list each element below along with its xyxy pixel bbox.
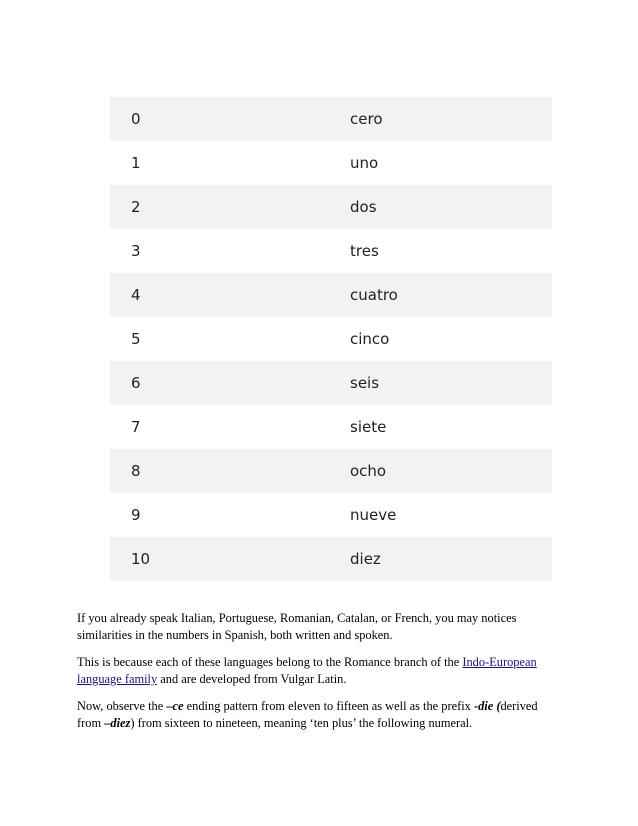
spanish-numbers-table: [110, 97, 552, 581]
word-cell: tres: [350, 242, 379, 260]
table-row: [110, 229, 552, 273]
paragraph-romance-languages: If you already speak Italian, Portuguese, Romanian, Catalan, or French, you may notices similarities in the numbers in Spanish, both written and spoken.: [77, 611, 517, 642]
word-cell: cinco: [350, 330, 390, 348]
table-row: [110, 449, 552, 493]
table-row: [110, 273, 552, 317]
table-row: [110, 185, 552, 229]
word-cell: siete: [350, 418, 387, 436]
digit-cell: 10: [131, 550, 151, 568]
table-row: [110, 493, 552, 537]
digit-cell: 9: [131, 506, 141, 524]
word-cell: seis: [350, 374, 380, 392]
digit-cell: 0: [131, 110, 141, 128]
table-row: [110, 317, 552, 361]
digit-cell: 6: [131, 374, 141, 392]
digit-cell: 5: [131, 330, 141, 348]
digit-cell: 3: [131, 242, 141, 260]
table-row: [110, 141, 552, 185]
table-row: [110, 405, 552, 449]
paragraph-text: ) from sixteen to nineteen, meaning ‘ten plus’ the following numeral.: [130, 716, 473, 730]
word-cell: dos: [350, 198, 377, 216]
indo-european-link[interactable]: Indo-European language family: [77, 655, 537, 686]
paragraph-ending-pattern: [77, 698, 557, 732]
digit-cell: 4: [131, 286, 141, 304]
word-cell: nueve: [350, 506, 397, 524]
word-cell: cero: [350, 110, 383, 128]
paragraph-text: derived from: [77, 699, 538, 730]
table-row: [110, 361, 552, 405]
word-cell: cuatro: [350, 286, 398, 304]
word-cell: ocho: [350, 462, 387, 480]
diez-term: –diez: [104, 716, 131, 730]
word-cell: diez: [350, 550, 381, 568]
paragraph-text: ending pattern from eleven to fifteen as well as the prefix: [183, 699, 474, 713]
die-prefix-term: -die (: [473, 699, 501, 713]
word-cell: uno: [350, 154, 379, 172]
paragraph-text: Now, observe the: [77, 699, 167, 713]
paragraph-text: This is because each of these languages belong to the Romance branch of the: [77, 655, 463, 669]
table-row: [110, 97, 552, 141]
paragraph-text: and are developed from Vulgar Latin.: [157, 672, 347, 686]
digit-cell: 8: [131, 462, 141, 480]
digit-cell: 2: [131, 198, 141, 216]
paragraph-language-family: [77, 654, 557, 688]
body-text: [77, 610, 557, 742]
ce-ending-term: –ce: [166, 699, 184, 713]
digit-cell: 1: [131, 154, 141, 172]
table-row: [110, 537, 552, 581]
digit-cell: 7: [131, 418, 141, 436]
